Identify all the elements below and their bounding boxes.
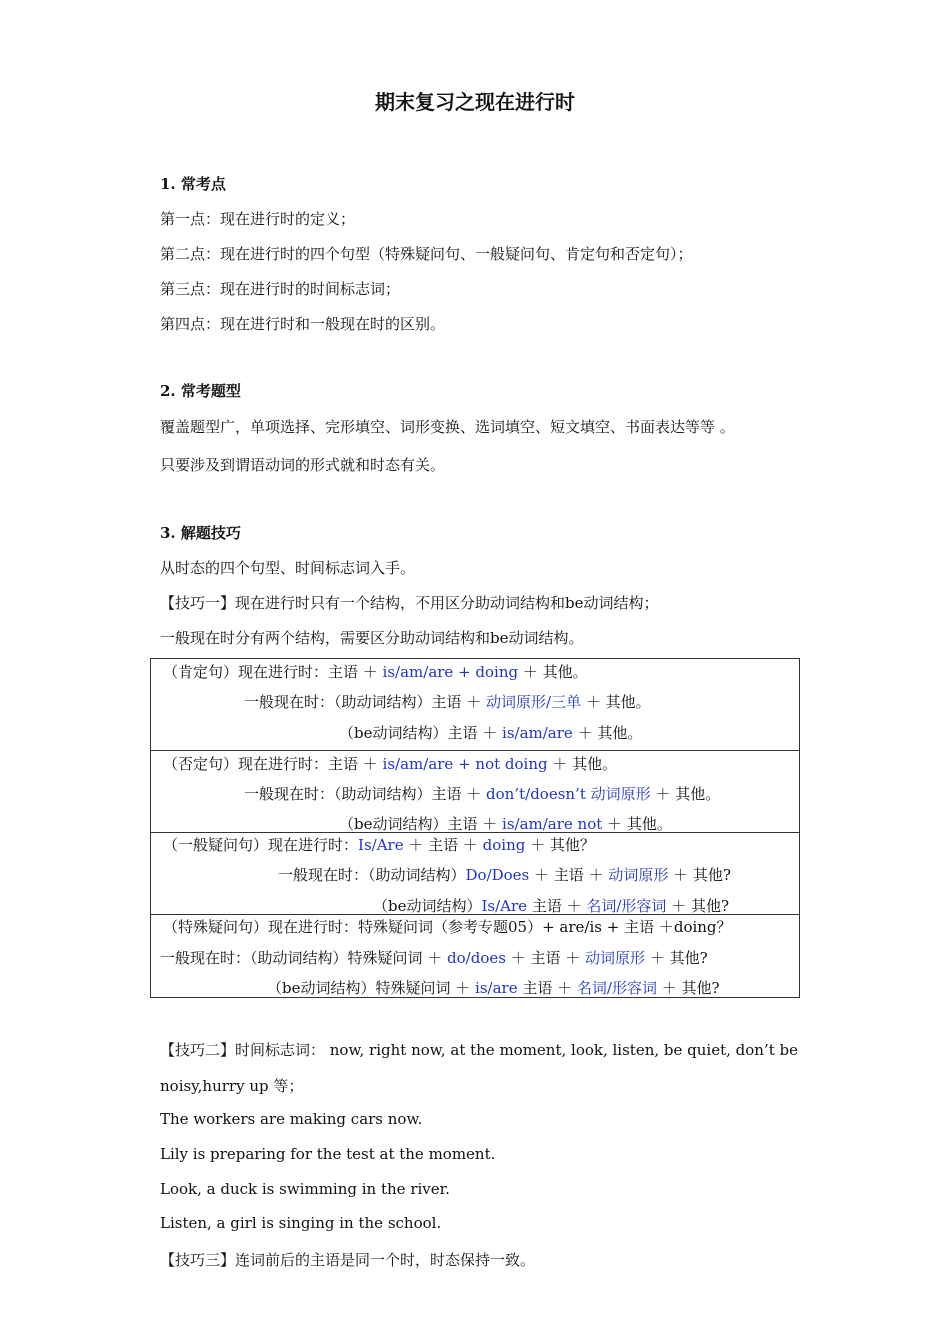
section-heading-3: 3. 解题技巧 xyxy=(160,524,241,542)
section2-line-2: 只要涉及到谓语动词的形式就和时态有关。 xyxy=(160,456,446,474)
section3-intro: 从时态的四个句型、时间标志词入手。 xyxy=(160,559,416,577)
tip2-line-2: noisy,hurry up 等； xyxy=(160,1077,304,1095)
general-question-cell xyxy=(151,833,800,915)
negative-row-1: （否定句）现在进行时：主语 ＋ is/am/are + not doing ＋ 其他。 xyxy=(163,755,618,773)
section-heading-2: 2. 常考题型 xyxy=(160,382,241,400)
section-heading-1: 1. 常考点 xyxy=(160,175,226,193)
point-3: 第三点：现在进行时的时间标志词； xyxy=(160,280,401,298)
special-question-cell xyxy=(151,915,800,998)
point-4: 第四点：现在进行时和一般现在时的区别。 xyxy=(160,315,446,333)
affirmative-row-1: （肯定句）现在进行时：主语 ＋ is/am/are + doing ＋ 其他。 xyxy=(163,663,588,681)
point-2: 第二点：现在进行时的四个句型（特殊疑问句、一般疑问句、肯定句和否定句）； xyxy=(160,245,693,263)
negative-row-3: （be动词结构）主语 ＋ is/am/are not ＋ 其他。 xyxy=(339,815,672,833)
affirmative-row-2: 一般现在时：（助动词结构）主语 ＋ 动词原形/三单 ＋ 其他。 xyxy=(244,693,651,711)
general-question-row-2: 一般现在时：（助动词结构）Do/Does ＋ 主语 ＋ 动词原形 ＋ 其他? xyxy=(278,866,731,884)
example-sentence-2: Lily is preparing for the test at the moment. xyxy=(160,1145,496,1163)
negative-cell xyxy=(151,751,800,833)
tip1-line-a: 【技巧一】现在进行时只有一个结构，不用区分助动词结构和be动词结构； xyxy=(160,594,659,612)
section2-line-1: 覆盖题型广，单项选择、完形填空、词形变换、选词填空、短文填空、书面表达等等 。 xyxy=(160,418,735,436)
page-title: 期末复习之现在进行时 xyxy=(375,90,575,114)
example-sentence-1: The workers are making cars now. xyxy=(160,1110,423,1128)
general-question-row-1: （一般疑问句）现在进行时：Is/Are ＋ 主语 ＋ doing ＋ 其他？ xyxy=(163,836,595,854)
affirmative-cell xyxy=(151,659,800,751)
tip2-line-1: 【技巧二】时间标志词： now, right now, at the moment, look, listen, be quiet, don’t be xyxy=(160,1041,798,1059)
affirmative-row-3: （be动词结构）主语 ＋ is/am/are ＋ 其他。 xyxy=(339,724,643,742)
example-sentence-4: Listen, a girl is singing in the school. xyxy=(160,1214,442,1232)
sentence-pattern-table xyxy=(150,658,800,998)
tip1-line-b: 一般现在时分有两个结构，需要区分助动词结构和be动词结构。 xyxy=(160,629,584,647)
special-question-row-2: 一般现在时：（助动词结构）特殊疑问词 ＋ do/does ＋ 主语 ＋ 动词原形 ＋ 其他? xyxy=(160,949,708,967)
example-sentence-3: Look, a duck is swimming in the river. xyxy=(160,1180,450,1198)
tip3-line: 【技巧三】连词前后的主语是同一个时，时态保持一致。 xyxy=(160,1251,536,1269)
general-question-row-3: （be动词结构）Is/Are 主语 ＋ 名词/形容词 ＋ 其他? xyxy=(373,897,730,915)
point-1: 第一点：现在进行时的定义； xyxy=(160,210,356,228)
special-question-row-3: （be动词结构）特殊疑问词 ＋ is/are 主语 ＋ 名词/形容词 ＋ 其他? xyxy=(267,979,720,997)
special-question-row-1: （特殊疑问句）现在进行时：特殊疑问词（参考专题05）+ are/is + 主语 ＋doing？ xyxy=(163,918,732,936)
negative-row-2: 一般现在时：（助动词结构）主语 ＋ don’t/doesn’t 动词原形 ＋ 其他。 xyxy=(244,785,721,803)
